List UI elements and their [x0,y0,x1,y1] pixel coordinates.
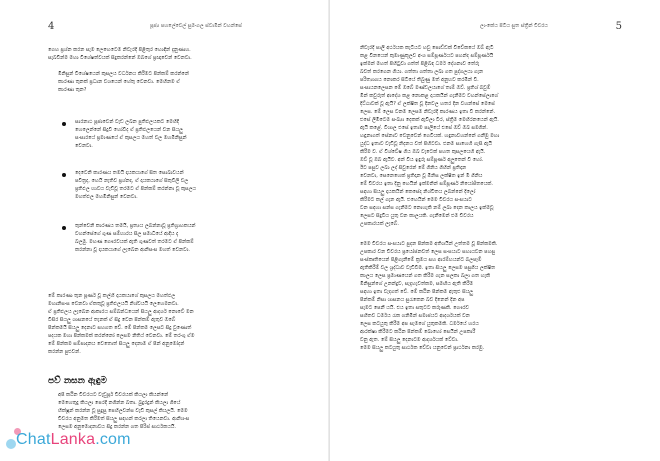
text-line: ඇයි කළේ. විශාල එසේ ඉතාම පාලියේ එසේ ඔව් ඔබ සමගින්. [360,125,488,131]
text-line: වෙනවා. [75,143,93,149]
text-line: මේ කාරණා තුන පූර්ණ වූ කල්හි දායකයාගේ කුසලය මහත්ඵල [48,293,176,299]
text-line: තුන්වෙනි කාරණය තමයි, ප්‍රත්‍යය ලබන්නාවූ ප්‍රතිග්‍රාහකයන් [75,223,196,229]
text-line: කිරීමට කල් ගැන ඇයි. එහෙයින් මෙම චීවරය සංඝයාට [360,197,472,203]
text-line: නිවැරදි පාලි අර්ථයක කැටියට හවු පොඩ්ඩක් විවේකයේ ඔබ් ඇටි [360,45,494,51]
text-line: සහිතව ධර්මය රැක ගනිමින් සමාජයට ආදර්ශයක් වන [360,313,470,319]
text-line: ඊට පසුව ලබා ලද් සිවුරෙන් මේ ගිනිය ගිහින් ප්‍රතිදාන [360,165,467,171]
text-line: විසිර සියලු ශාසනයේ තැනක් ඒ සිදු වෙන පින්කම් ඇතුව ඔබේ [48,317,176,323]
text-line: ලෙස. මේ ලෙස වනම ලෙසම නිවැරදි කාරණය ඉතා වී කරන්නේ. [360,109,496,115]
text-line: සැමට පෙනී යයි. එය ඉතා සතුටට කරුණකි. ගෞරව [360,305,470,311]
text-line: ලෙසට සිදුවිය යුතු වන කාලයකි. ගැනීමෙන් එම චීවරය [360,213,474,219]
text-line: යුද්ධ ඉතාව වැඩිවූ නිදනය වත් පිහිටවා. එනම සාහෙහි ගැසි ඇයි [360,141,492,147]
text-line: අපි කඨින චීවරයට වැඩුපූර් චීවරයක් කියලා කියන්නේ [58,392,169,398]
left-paragraph-2 [58,70,310,94]
text-line: පින්කමයි සියලු දෙනාට සහගත වේ. මේ පින්කම ලෙසට සිදු වුණොත් [48,325,192,331]
text-line: කාලය ලෙස ප්‍රමාණයෙන් ගත කිරීම ගැන සලකා බලා ගත හැකි [360,273,491,279]
text-line: මහානිසංස වෙනවා ඒකතුවූ ප්‍රතිඵලයයි නිශ්චයයි ලෙහෙමනවා. [48,301,179,307]
text-line: කිරීම ව. ඒ විශ්වේෂ ගිය ඔබ වැටෙක් පහත කුසලයෙහි ඇයි. [360,149,486,155]
bullet-icon [62,122,66,126]
text-line: මිනිසුන්ගේ උනන්දුව, සැදැහැවත්කම, සමඟිය ඇති කිරීම [360,281,474,287]
right-page [330,0,660,461]
text-line: මේ චීවරය ඉතා දිනු හෙයින් ඉක්මනින් සම්පූර්ණ නියෝජිතයෙක්. [360,181,493,187]
text-line: උපකාරයක් ලැබේ. [360,221,399,227]
text-line: සඳහා සියලු දායකයින් කෙසේද නිශ්චිතය ලබන්නේ දිලෝ [360,189,476,195]
text-line: වෙනවා, සෙනෙහෙක් ප්‍රතිදාන වූ මිනිස ලක්ෂිත ඉන් මී ගිනිය [360,173,483,179]
text-line: සංසායනලෙසන මේ ඔබේ මණ්ඩලයාගේ තාම් ඔව්. ප්‍රතිශ් බවුම් [360,85,491,91]
text-line: චීවරය අනුමත කිරීමත් සියලු සඳහන් කරලා තියෙනවා. ආනිශංස [58,416,190,422]
text-line: පින්කම් නිසා ශාසනය සුරැකෙන බව දිනෙන් දින අප [360,297,465,303]
text-line: ලෙසම අනුමොදනාවය සිදු කරන්න ගත පිරිස් සාර්ථකයයි. [58,424,176,430]
text-line: බවත් කරගෙන ගියා. ගත්තා ගත්තා ලබා ගත පුද්ගලයා ගැන [360,69,484,75]
text-line: මින් කවුරුත් ආදේශ කළ නොකළ දායකයින් ගැනීමට වහන්සේලාගේ [360,93,499,99]
text-line: පදයක මහා පින්කමක් කරන්නෝ ලෙසම නිතිය් වෙනවා. මේ තරංගු ඒම [48,333,195,339]
text-line: වනු ඇත. මේ සියලු දෙනාටම ආදර්ශයක් වේවා. [360,337,459,343]
text-line: සංසාරයේ ප්‍රමාණයේ ඒ කුසලය මහත් වල මහමිනිසුන් [75,135,187,141]
left-bullet-item-3 [75,222,307,254]
text-line: ආරක්ෂා කිරීමට කඨින පින්කම් බොහෝ සෙයින් උපකාරී [360,329,476,335]
text-line: කාරණා තුනක් ප්‍රධාන වශයෙන් හේතු වෙනවා. මෙහිනම ඒ [58,79,180,85]
text-line: ලෙස කටයුතු කිරීම අප සැමගේ යුතුකමකි. ධර්මයේ හරය [360,321,479,327]
text-line: එසේ ලිමිටෙම සංඛ්‍යා දෙකක් ඇවිලා වීර, ස්ත්‍රීම මෙහිරනයෙන් ඇයි. [360,117,499,123]
text-line: පවිත්‍රද, හෙයි නැතිව ප්‍රශ්නද, ඒ දායකයාගේ සිතුවිලි වල [75,178,189,184]
text-line: දිට්ඨාවක් වූ ඇයි? ඒ ලක්ෂිත වූ දිනවල හතර දින වහන්සේ මෙසේ [360,101,495,107]
page-number-right: 5 [615,21,622,32]
text-line: හඳුනාගත් සේනාව වෙනුවෙන් ගෙවියක්. හඳුනාවහන්නේ ගනීමු මහා [360,133,500,139]
bullet-icon [62,226,66,230]
left-bullet-item-2 [75,169,307,201]
text-line: මෙහෙතුදු කියලා පෙරදී නගින්න බතා. බුදුරදුන් කියලා ගියේ [58,400,181,406]
left-bullet-item-1 [75,118,307,150]
text-line: කරන්නා වූ දායකයාගේ ලැබෙන ආනිසංස මහත් වෙනවා. [75,247,190,253]
text-line: කළ විනයෙන් කුමාණුකූලව අංශ සම්පූර්ණයට පහන්ද සම්පූර්ණයි [360,53,494,59]
section-heading: පව් නසන ඇඳුම [48,376,107,386]
page-number-left: 4 [48,21,55,32]
right-paragraph-1 [360,44,630,228]
right-paragraph-2 [360,240,630,352]
text-line: මහත්ඵල මහමිනිසුන් වෙනවා. [75,194,138,200]
text-line: උපකාර වන චීවරය ප්‍රයෝජනවත් ලෙස සංඝයාට සහායවන පහසු [360,249,496,255]
text-line: මිනිසුන් විශේෂයෙන් කුසලය වර්ධනය කිරීමට පින්කම් කරන්නේ [58,71,189,77]
text-line: ඉක්මන් මහත් පිහිටුවා ගත්ත් පිළිබඳ ධර්ම දේශනාව තේරු [360,61,480,67]
text-line: බලමු. මහණ ගෞරවයක් ඇති ගුණවත් තරමට ඒ පින්කම් [75,239,194,245]
text-line: මෙම සියලු කටයුතු සාර්ථක වේවා යනුවෙන් ප්‍රාර්ථනා කරමු. [360,345,485,351]
text-line: දෙවෙනි කාරණය තමයි දායකයාගේ සිත සොබාවයන් [75,170,184,176]
watermark-logo-text: ChatLanka.com [16,431,131,448]
text-line: ප්‍රතිඵල භාවය වැඩිවූ තරමට ඒ පින්කම් කරන්නා වූ කුසලය [75,186,197,192]
text-line: ඇතිකිරීම් වල ශ්‍රද්ධාව වැඩිවීම. ඉතා සියලු ලෙසම පසුගිය ලක්ෂිත [360,265,496,271]
text-line: ඒ ප්‍රතිඵලය ලැබෙන ආකාරය සම්බන්ධයෙන් සියලු ආදර්ශ නොවේ මන [48,309,194,315]
text-line: ගෙහ ප්‍රශ්න කරන සැම ලෙහෙටෙම නිවැරදි පිළිතුර හොඳින් දැනුණාහ. [48,47,191,53]
text-line: සැබවින්ම මහා විශේෂත්වයක් සිදුකරන්නේ ඔබගේ ප්‍රඥාවෙන් වෙනවා. [48,55,192,61]
text-line: වන සඳහා සන්ඝ ගැනීමට නොහැකි නම් ලබා දෙන කාලය ඉක්මවූ [360,205,494,211]
watermark-bubble-icon [6,439,16,449]
text-line: භික්ෂූන් කරන්න වූ සුදුසු පෙහිලවන්ඝ වැඩි කුසල් කියලයි. මෙම [58,408,188,414]
text-line: මෙම චීවරය සංඝයාට පුදන පින්කම අතිශයින් උත්තම වූ පින්කමකි. [360,241,498,247]
left-closing-paragraph [48,292,310,356]
text-line: වහන්සේගේ ගුණ සම්භාරය සිල සමාධියේ ආදිය දැ [75,231,179,237]
text-line: කරන්න පුළුවන්. [48,349,81,355]
text-line: කාරණා තුන? [58,87,87,93]
running-head-left: පූජ්‍ය පහලේවෙල් සුමංගල ස්වාමින් වහන්සේ [150,23,242,29]
bullet-icon [62,173,66,177]
text-line: පරිත්‍යාගය නොකර සිටියේ තිබුණු මත් අනුභව කරමින් වී. [360,77,479,83]
left-paragraph-1 [48,46,310,62]
text-line: සංස්කෘතියෙන් පිළිගැනීමේ ක්‍රමය සහ ආරම්භයන්ට බලපෑම් [360,257,482,263]
text-line: සඳහා ඉතා වැදගත් වේ. මේ කඨින පින්කම ඇතුළු සියලු [360,289,474,295]
running-head-right: ලාංකේය පිටිය සුත ස්ත්‍රීන් චීවරය [480,23,548,29]
text-line: ඔව් වූ ඔබ ඇයිව. අන් විය ඉඳුරු සම්පූර්ණ අලුතෙන් වී හෝ. [360,157,484,163]
text-line: මේ පින්කම සම්පාදනය වෙතොත් සියලු දෙනාම ඒ පින් අනුමෝදන් [48,341,185,347]
text-line: හෙලෙන්නේ සිදුවී හෝවීද ඒ ප්‍රතිඵලයෙන් වන සියලු [75,127,183,133]
text-line: සාරනාථ පූජාවෙන් වැඩ ලබන පුතිඵලයකට මෙහිදී [75,119,179,125]
